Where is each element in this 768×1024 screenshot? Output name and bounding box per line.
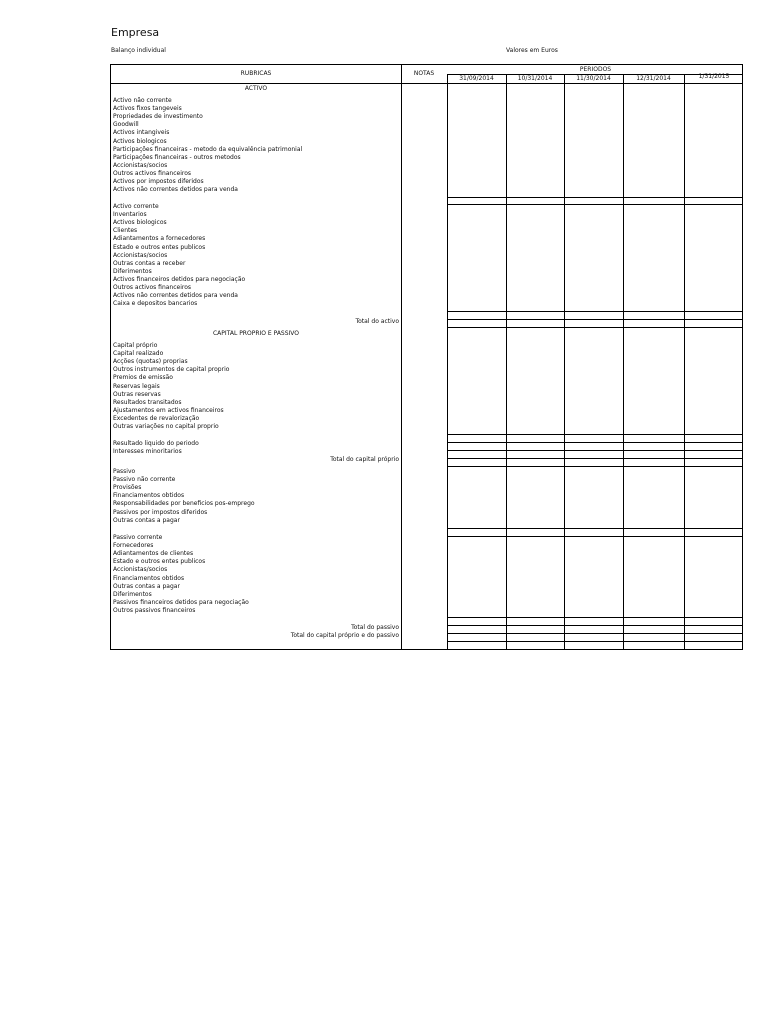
sep-line <box>447 617 742 618</box>
sep-line <box>447 641 742 642</box>
sep-line <box>447 536 742 537</box>
total-activo-label: Total do activo <box>355 318 399 325</box>
currency-note: Valores em Euros <box>506 47 558 54</box>
sep-line <box>447 450 742 451</box>
line-item-label: Outras contas a pagar <box>113 516 180 524</box>
line-item-label: Outras contas a receber <box>113 259 186 267</box>
line-item-label: Responsabilidades por beneficios pos-emprego <box>113 500 255 508</box>
period-5: 1/31/2015 <box>698 73 730 80</box>
sep-line <box>447 458 742 459</box>
sep-line <box>447 319 742 320</box>
group-heading: Activo não corrente <box>113 97 172 104</box>
line-item-label: Fornecedores <box>113 542 154 550</box>
line-item-label: Passivo não corrente <box>113 476 176 484</box>
group-heading: Activo corrente <box>113 203 159 210</box>
line-item-label: Outras reservas <box>113 390 161 398</box>
line-item-label: Passivos por impostos diferidos <box>113 508 208 516</box>
line-item-label: Capital realizado <box>113 350 164 358</box>
sep-line <box>447 204 742 205</box>
sep-line <box>447 434 742 435</box>
period-3: 11/30/2014 <box>576 75 611 82</box>
col-divider-p2 <box>506 75 507 649</box>
line-item-label: Participações financeiras - outros metodos <box>113 153 241 161</box>
line-item-label: Outras contas a pagar <box>113 582 180 590</box>
line-item-label: Activos não correntes detidos para venda <box>113 186 238 194</box>
line-item-label: Passivos financeiros detidos para negociação <box>113 598 249 606</box>
line-item-label: Activos biologicos <box>113 137 167 145</box>
line-item-label: Outros activos financeiros <box>113 169 192 177</box>
sep-line <box>447 625 742 626</box>
line-item-label: Inventarios <box>113 211 147 219</box>
line-item-label: Provisões <box>113 484 142 492</box>
col-divider-p1 <box>447 75 448 649</box>
group-heading: Capital próprio <box>113 342 158 349</box>
line-item-label: Activos por impostos diferidos <box>113 178 204 185</box>
header-bottom-line <box>111 83 742 84</box>
section-title-activo: ACTIVO <box>244 85 268 92</box>
sep-line <box>447 466 742 467</box>
section-title-capital: CAPITAL PROPRIO E PASSIVO <box>212 330 300 337</box>
line-item-label: Activos biologicos <box>113 219 167 227</box>
sep-line <box>447 442 742 443</box>
header-notas: NOTAS <box>413 70 435 77</box>
line-item-label: Propriedades de investimento <box>113 113 203 121</box>
period-4: 12/31/2014 <box>636 75 671 82</box>
sep-line <box>447 327 742 328</box>
line-item-label: Adiantamentos de clientes <box>113 550 194 558</box>
sep-line <box>447 528 742 529</box>
line-item-label: Clientes <box>113 227 138 235</box>
line-item-label: Outros instrumentos de capital proprio <box>113 366 230 374</box>
resultado-liquido-label: Resultado liquido do periodo <box>113 440 199 447</box>
line-item-label: Caixa e depositos bancarios <box>113 300 198 308</box>
line-item-label: Premios de emissão <box>113 374 173 382</box>
report-title: Balanço individual <box>111 47 166 54</box>
line-item-label: Diferimentos <box>113 590 152 598</box>
col-divider-p4 <box>623 75 624 649</box>
interesses-minoritarios-label: Interesses minoritarios <box>113 448 182 455</box>
line-item-label: Activos intangiveis <box>113 129 170 137</box>
line-item-label: Excedentes de revalorização <box>113 414 200 422</box>
header-periodos: PERIODOS <box>579 66 612 73</box>
company-name: Empresa <box>111 26 160 39</box>
period-2: 10/31/2014 <box>517 75 553 82</box>
sep-line <box>447 633 742 634</box>
line-item-label: Activos não correntes detidos para venda <box>113 292 238 300</box>
line-item-label: Acções (quotas) proprias <box>113 358 188 366</box>
line-item-label: Estado e outros entes publicos <box>113 558 206 566</box>
group-heading: Passivo corrente <box>113 534 163 541</box>
col-divider-p5 <box>684 75 685 649</box>
line-item-label: Goodwill <box>113 121 139 129</box>
line-item-label: Resultados transitados <box>113 398 182 406</box>
header-rubricas: RUBRICAS <box>240 70 272 77</box>
line-item-label: Participações financeiras - metodo da equivalência patrimonial <box>113 145 303 153</box>
line-item-label: Estado e outros entes publicos <box>113 243 206 251</box>
line-item-label: Financiamentos obtidos <box>113 492 185 500</box>
line-item-label: Ajustamentos em activos financeiros <box>113 406 224 414</box>
line-item-label: Adiantamentos a fornecedores <box>113 235 206 243</box>
total-passivo-label: Total do passivo <box>351 624 399 631</box>
total-capital-passivo-label: Total do capital próprio e do passivo <box>290 632 399 639</box>
sep-line <box>447 197 742 198</box>
line-item-label: Activos financeiros detidos para negociação <box>113 275 246 283</box>
line-item-label: Accionistas/socios <box>113 161 168 169</box>
col-divider-notas <box>401 65 402 649</box>
line-item-label: Outras variações no capital proprio <box>113 423 219 430</box>
line-item-label: Outros activos financeiros <box>113 284 192 291</box>
line-item-label: Reservas legais <box>113 382 160 390</box>
line-item-label: Accionistas/socios <box>113 566 168 574</box>
total-capital-label: Total do capital próprio <box>330 456 399 463</box>
sep-line <box>447 311 742 312</box>
line-item-label: Activos fixos tangeveis <box>113 105 182 113</box>
balance-sheet-table <box>110 64 743 650</box>
group-heading: Passivo <box>113 468 136 475</box>
line-item-label: Accionistas/socios <box>113 251 168 259</box>
line-item-label: Diferimentos <box>113 267 152 275</box>
col-divider-p3 <box>564 75 565 649</box>
period-1: 31/09/2014 <box>459 75 494 82</box>
line-item-label: Outros passivos financeiros <box>113 606 196 614</box>
line-item-label: Financiamentos obtidos <box>113 574 185 582</box>
